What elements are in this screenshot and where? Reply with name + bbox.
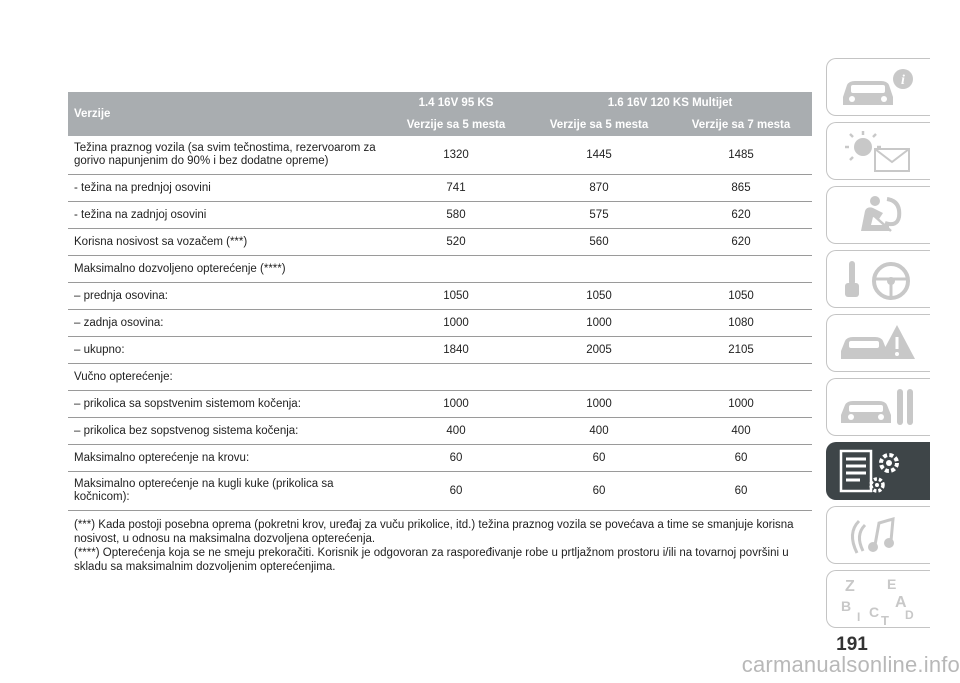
car-breakdown-icon xyxy=(835,319,923,369)
header-sub-2: Verzije sa 5 mesta xyxy=(528,114,670,136)
tab-multimedia[interactable] xyxy=(826,506,930,564)
table-row xyxy=(68,418,812,445)
header-engine-1: 1.4 16V 95 KS xyxy=(384,92,528,114)
row-label: Maksimalno opterećenje na krovu: xyxy=(68,445,384,472)
tab-technical-data[interactable] xyxy=(826,442,930,500)
row-label: – zadnja osovina: xyxy=(68,310,384,337)
row-label: Maksimalno dozvoljeno opterećenje (****) xyxy=(68,256,384,283)
cell-v1: 400 xyxy=(384,418,528,445)
cell-v3: 400 xyxy=(670,418,812,445)
cell-v1: 741 xyxy=(384,175,528,202)
tab-warning-lights[interactable] xyxy=(826,122,930,180)
header-sub-3: Verzije sa 7 mesta xyxy=(670,114,812,136)
cell-v2: 575 xyxy=(528,202,670,229)
cell-v1: 1840 xyxy=(384,337,528,364)
car-maintenance-icon xyxy=(835,383,923,433)
cell-v3: 1485 xyxy=(670,136,812,175)
svg-text:C: C xyxy=(869,604,880,620)
table-row xyxy=(68,310,812,337)
footnote-2: (****) Opterećenja koja se ne smeju prekoračiti. Korisnik je odgovoran za raspoređivanje robe u prtljažnom prostoru i/ili na tovarnoj površini u skladu sa maksimalnim dozvoljenim opterećenjima. xyxy=(74,547,789,573)
cell-v3: 1050 xyxy=(670,283,812,310)
row-label: - težina na prednjoj osovini xyxy=(68,175,384,202)
cell-v2 xyxy=(528,364,670,391)
cell-v1: 1000 xyxy=(384,310,528,337)
cell-v3: 1080 xyxy=(670,310,812,337)
table-row xyxy=(68,364,812,391)
row-label: Korisna nosivost sa vozačem (***) xyxy=(68,229,384,256)
svg-text:B: B xyxy=(841,598,852,614)
svg-text:E: E xyxy=(887,576,897,592)
table-row xyxy=(68,256,812,283)
tab-car-info[interactable] xyxy=(826,58,930,116)
technical-data-icon xyxy=(835,447,923,497)
row-label: – prednja osovina: xyxy=(68,283,384,310)
svg-text:Z: Z xyxy=(845,578,855,595)
row-label: Vučno opterećenje: xyxy=(68,364,384,391)
table-body xyxy=(68,136,812,511)
header-engine-2: 1.6 16V 120 KS Multijet xyxy=(528,92,812,114)
tab-emergency[interactable] xyxy=(826,314,930,372)
cell-v2: 870 xyxy=(528,175,670,202)
cell-v2: 560 xyxy=(528,229,670,256)
footnotes xyxy=(74,518,814,574)
svg-text:T: T xyxy=(881,613,889,625)
table-row xyxy=(68,337,812,364)
cell-v3 xyxy=(670,256,812,283)
cell-v2: 60 xyxy=(528,445,670,472)
tab-starting-driving[interactable] xyxy=(826,250,930,308)
table-row xyxy=(68,175,812,202)
alphabetical-index-icon xyxy=(835,575,923,625)
svg-text:D: D xyxy=(905,608,914,622)
tab-index[interactable] xyxy=(826,570,930,628)
cell-v3: 620 xyxy=(670,202,812,229)
cell-v2 xyxy=(528,256,670,283)
row-label: – prikolica sa sopstvenim sistemom kočenja: xyxy=(68,391,384,418)
row-label: Maksimalno opterećenje na kugli kuke (prikolica sa kočnicom): xyxy=(68,472,384,511)
header-sub-1: Verzije sa 5 mesta xyxy=(384,114,528,136)
technical-data-table xyxy=(68,92,812,511)
cell-v1: 520 xyxy=(384,229,528,256)
tab-safety[interactable] xyxy=(826,186,930,244)
cell-v3 xyxy=(670,364,812,391)
cell-v3: 1000 xyxy=(670,391,812,418)
cell-v1: 1000 xyxy=(384,391,528,418)
cell-v1: 580 xyxy=(384,202,528,229)
cell-v3: 620 xyxy=(670,229,812,256)
cell-v2: 400 xyxy=(528,418,670,445)
watermark: carmanualsonline.info xyxy=(741,652,960,677)
cell-v2: 1050 xyxy=(528,283,670,310)
row-label: Težina praznog vozila (sa svim tečnostima, rezervoarom za gorivo napunjenim do 90% i bez dodatne opreme) xyxy=(68,136,384,175)
tab-maintenance[interactable] xyxy=(826,378,930,436)
cell-v1: 60 xyxy=(384,445,528,472)
cell-v3: 2105 xyxy=(670,337,812,364)
cell-v3: 865 xyxy=(670,175,812,202)
table-row xyxy=(68,229,812,256)
cell-v3: 60 xyxy=(670,472,812,511)
cell-v2: 1000 xyxy=(528,310,670,337)
cell-v1: 1050 xyxy=(384,283,528,310)
key-steering-wheel-icon xyxy=(835,255,923,305)
cell-v2: 1445 xyxy=(528,136,670,175)
footnote-1: (***) Kada postoji posebna oprema (pokretni krov, uređaj za vuču prikolice, itd.) težina praznog vozila se povećava a time se smanjuje korisna nosivost, u odnosu na maksimalna dozvoljena opterećenja. xyxy=(74,519,794,545)
cell-v2: 1000 xyxy=(528,391,670,418)
page-number: 191 xyxy=(836,634,868,655)
cell-v2: 60 xyxy=(528,472,670,511)
table-row xyxy=(68,283,812,310)
cell-v1: 60 xyxy=(384,472,528,511)
cell-v1 xyxy=(384,256,528,283)
table-row xyxy=(68,202,812,229)
table-row xyxy=(68,445,812,472)
table-row xyxy=(68,391,812,418)
svg-text:A: A xyxy=(895,594,907,611)
row-label: - težina na zadnjoj osovini xyxy=(68,202,384,229)
cell-v3: 60 xyxy=(670,445,812,472)
airbag-seat-icon xyxy=(835,191,923,241)
cell-v2: 2005 xyxy=(528,337,670,364)
cell-v1 xyxy=(384,364,528,391)
multimedia-icon xyxy=(835,511,923,561)
row-label: – prikolica bez sopstvenog sistema kočenja: xyxy=(68,418,384,445)
cell-v1: 1320 xyxy=(384,136,528,175)
header-versions: Verzije xyxy=(68,92,384,136)
row-label: – ukupno: xyxy=(68,337,384,364)
svg-text:i: i xyxy=(901,73,905,88)
table-row xyxy=(68,472,812,511)
svg-text:I: I xyxy=(857,610,861,624)
car-info-icon xyxy=(835,63,923,113)
warning-lights-message-icon xyxy=(835,127,923,177)
table-row xyxy=(68,136,812,175)
